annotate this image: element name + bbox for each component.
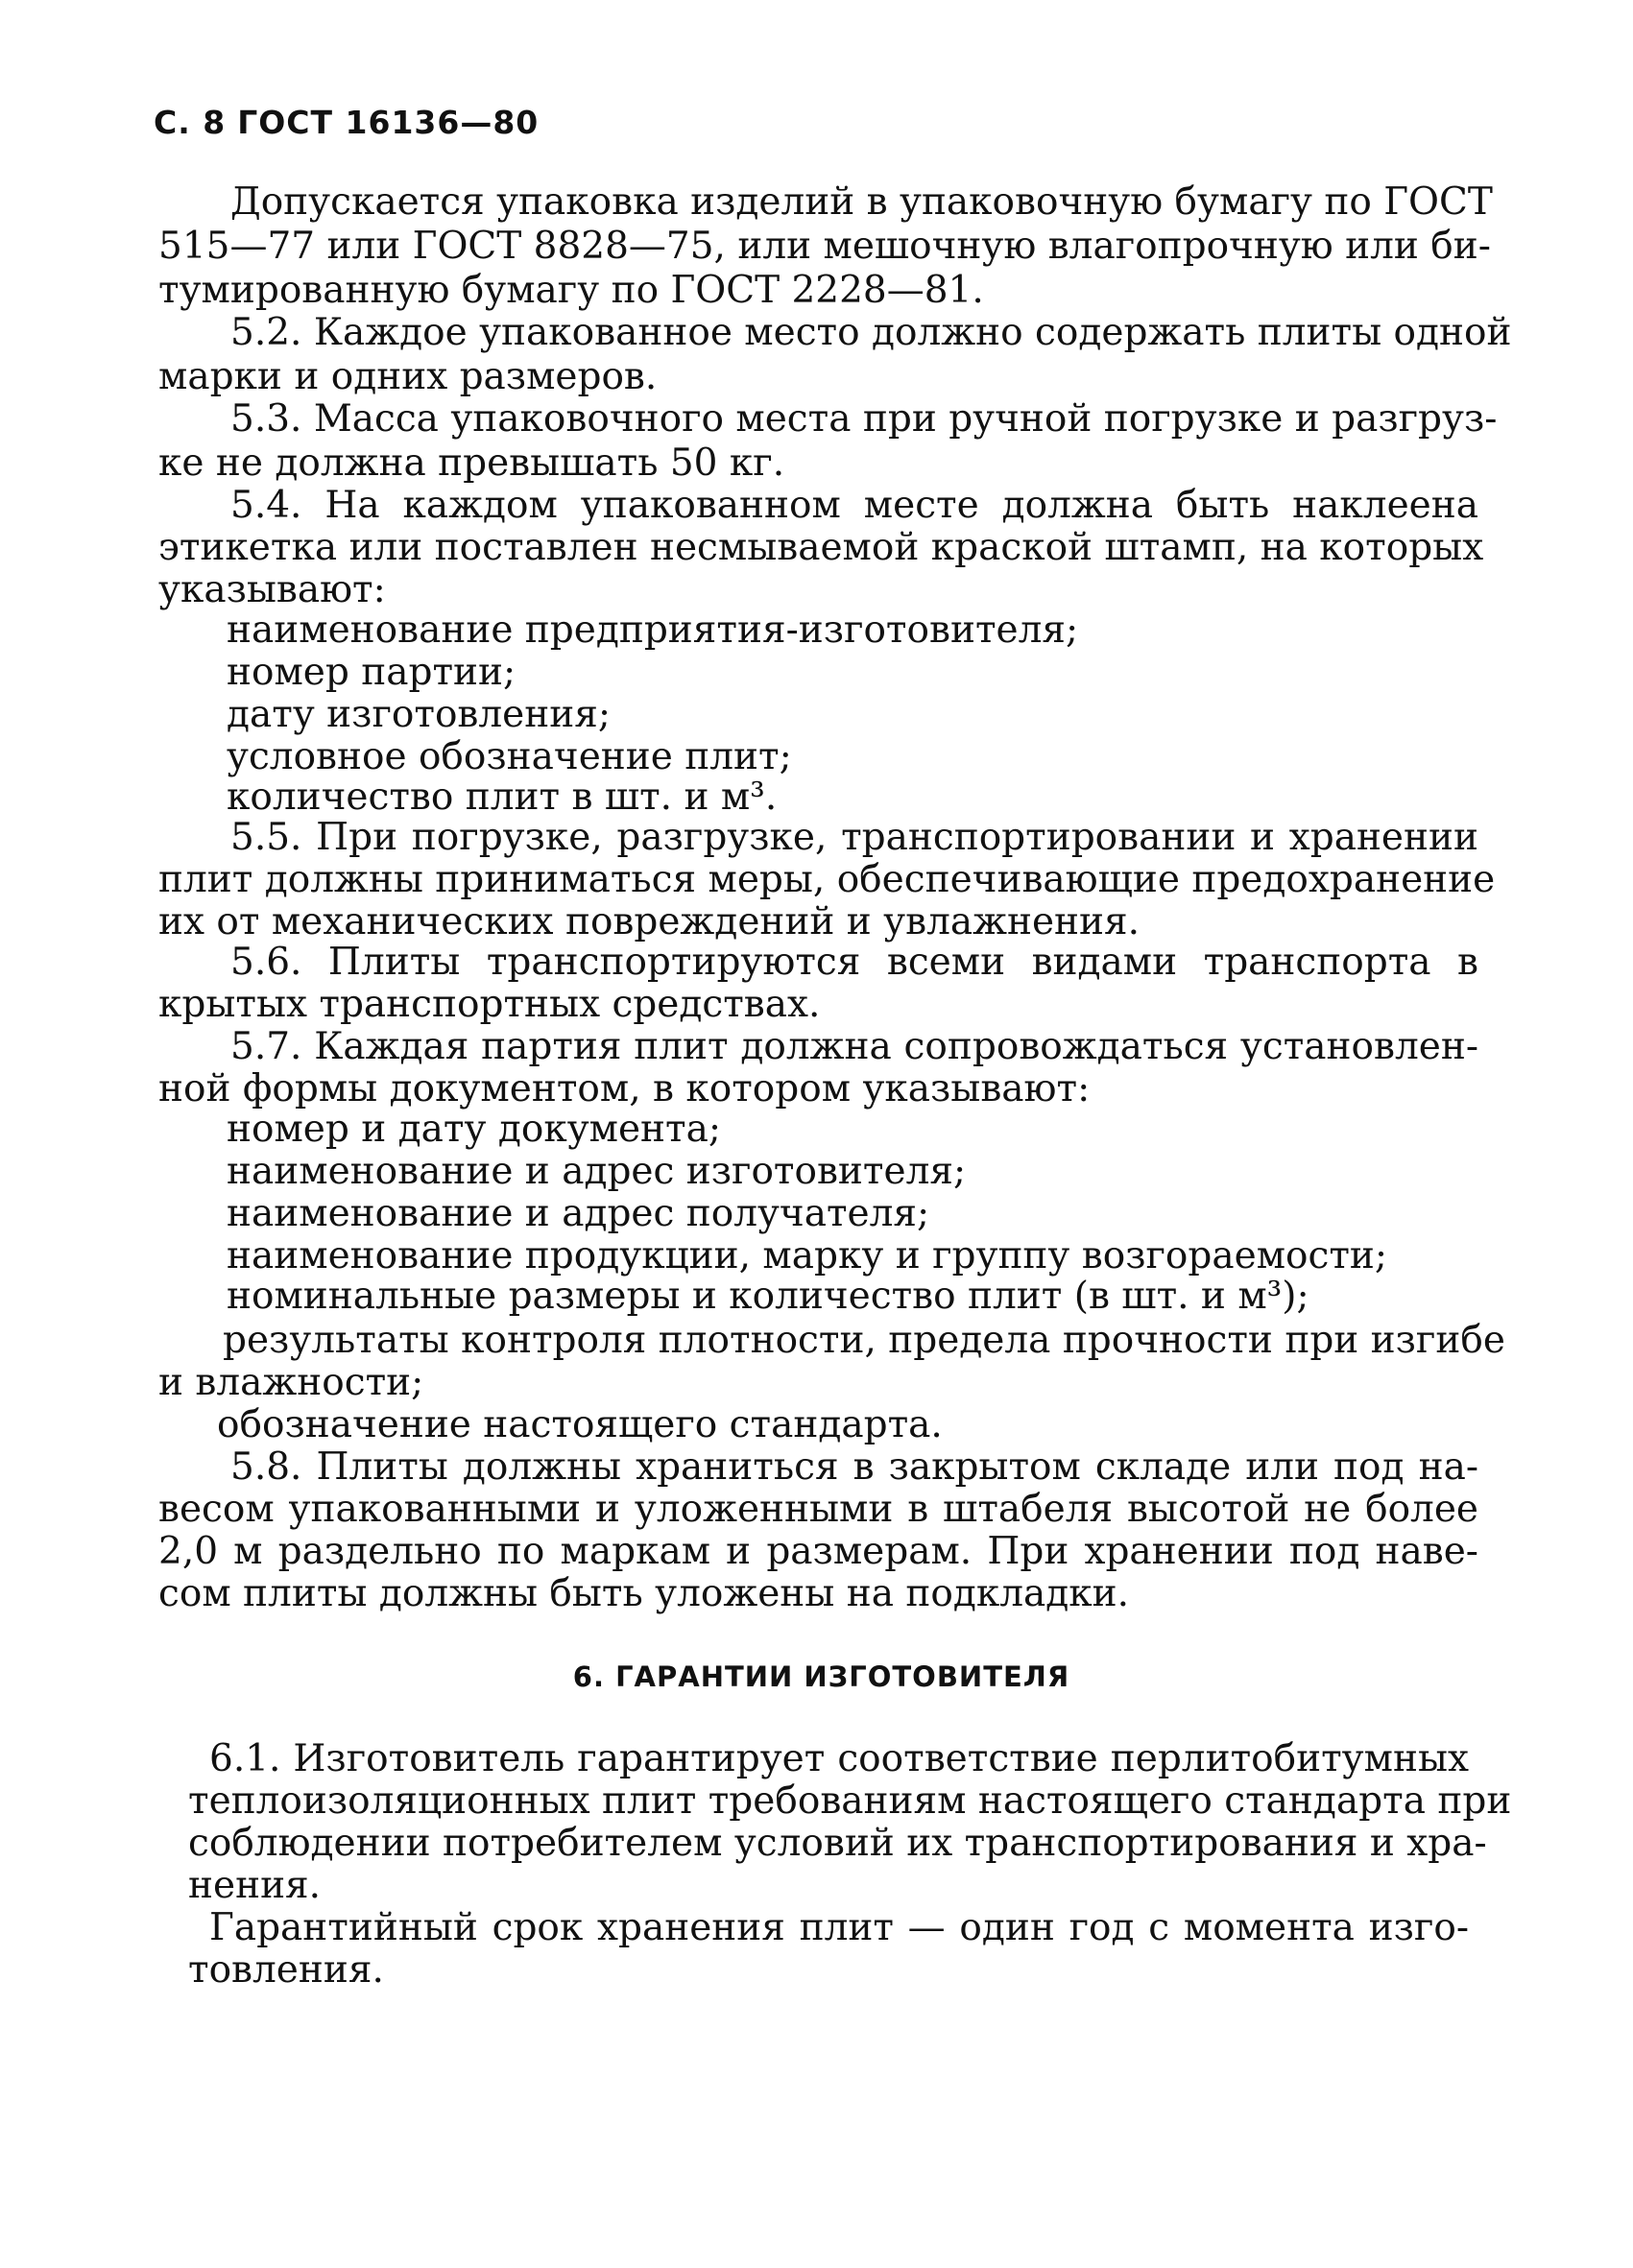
list-item: обозначение настоящего стандарта. xyxy=(217,1403,943,1446)
list-item: номер и дату документа; xyxy=(227,1108,722,1151)
text-line: Допускается упаковка изделий в упаковочную бумагу по ГОСТ xyxy=(230,180,1493,224)
list-item: наименование и адрес изготовителя; xyxy=(227,1150,967,1193)
text-line: 515—77 или ГОСТ 8828—75, или мешочную влагопрочную или би- xyxy=(158,225,1491,268)
clause-5-8: 5.8. Плиты должны храниться в закрытом складе или под на- xyxy=(230,1445,1478,1489)
text-line: тумированную бумагу по ГОСТ 2228—81. xyxy=(158,269,984,312)
text-line: сом плиты должны быть уложены на подкладки. xyxy=(158,1572,1130,1615)
list-item: наименование предприятия-изготовителя; xyxy=(227,609,1079,652)
text-line: их от механических повреждений и увлажнения. xyxy=(158,900,1141,943)
section-heading: 6. ГАРАНТИИ ИЗГОТОВИТЕЛЯ xyxy=(572,1660,1070,1693)
clause-6-1: 6.1. Изготовитель гарантирует соответствие перлитобитумных xyxy=(209,1737,1469,1780)
list-item: количество плит в шт. и м³. xyxy=(227,776,778,819)
list-item: условное обозначение плит; xyxy=(227,735,792,778)
text-line: указывают: xyxy=(158,568,386,611)
warranty-line: Гарантийный срок хранения плит — один год с момента изго- xyxy=(209,1906,1469,1949)
text-line: товления. xyxy=(188,1948,384,1992)
text-line: нения. xyxy=(188,1864,322,1907)
list-item: дату изготовления; xyxy=(227,693,611,736)
text-line: этикетка или поставлен несмываемой краской штамп, на которых xyxy=(158,526,1484,569)
clause-5-7: 5.7. Каждая партия плит должна сопровождаться установлен- xyxy=(230,1025,1478,1068)
page-header xyxy=(154,104,539,141)
standard-number: ГОСТ 16136—80 xyxy=(237,104,540,141)
text-line: и влажности; xyxy=(158,1361,424,1404)
text-line: соблюдении потребителем условий их транспортирования и хра- xyxy=(188,1822,1487,1865)
text-line: плит должны приниматься меры, обеспечивающие предохранение xyxy=(158,858,1496,901)
clause-5-2: 5.2. Каждое упакованное место должно содержать плиты одной xyxy=(230,311,1512,354)
list-item: наименование и адрес получателя; xyxy=(227,1192,930,1235)
list-item: результаты контроля плотности, предела прочности при изгибе xyxy=(223,1319,1505,1362)
text-line: марки и одних размеров. xyxy=(158,355,658,398)
list-item: наименование продукции, марку и группу возгораемости; xyxy=(227,1234,1388,1277)
text-line: теплоизоляционных плит требованиям настоящего стандарта при xyxy=(188,1779,1512,1823)
clause-5-4: 5.4. На каждом упакованном месте должна быть наклеена xyxy=(230,484,1478,527)
clause-5-5: 5.5. При погрузке, разгрузке, транспортировании и хранении xyxy=(230,816,1478,859)
list-item: номер партии; xyxy=(227,651,516,694)
text-line: ке не должна превышать 50 кг. xyxy=(158,442,785,485)
list-item: номинальные размеры и количество плит (в шт. и м³); xyxy=(227,1275,1309,1318)
text-line: ной формы документом, в котором указывают: xyxy=(158,1067,1091,1110)
text-line: весом упакованными и уложенными в штабеля высотой не более xyxy=(158,1488,1478,1531)
clause-5-6: 5.6. Плиты транспортируются всеми видами транспорта в xyxy=(230,941,1478,984)
text-line: крытых транспортных средствах. xyxy=(158,983,821,1026)
text-line: 2,0 м раздельно по маркам и размерам. При хранении под наве- xyxy=(158,1530,1478,1573)
page-number: С. 8 xyxy=(154,104,227,141)
clause-5-3: 5.3. Масса упаковочного места при ручной погрузке и разгруз- xyxy=(230,397,1498,441)
